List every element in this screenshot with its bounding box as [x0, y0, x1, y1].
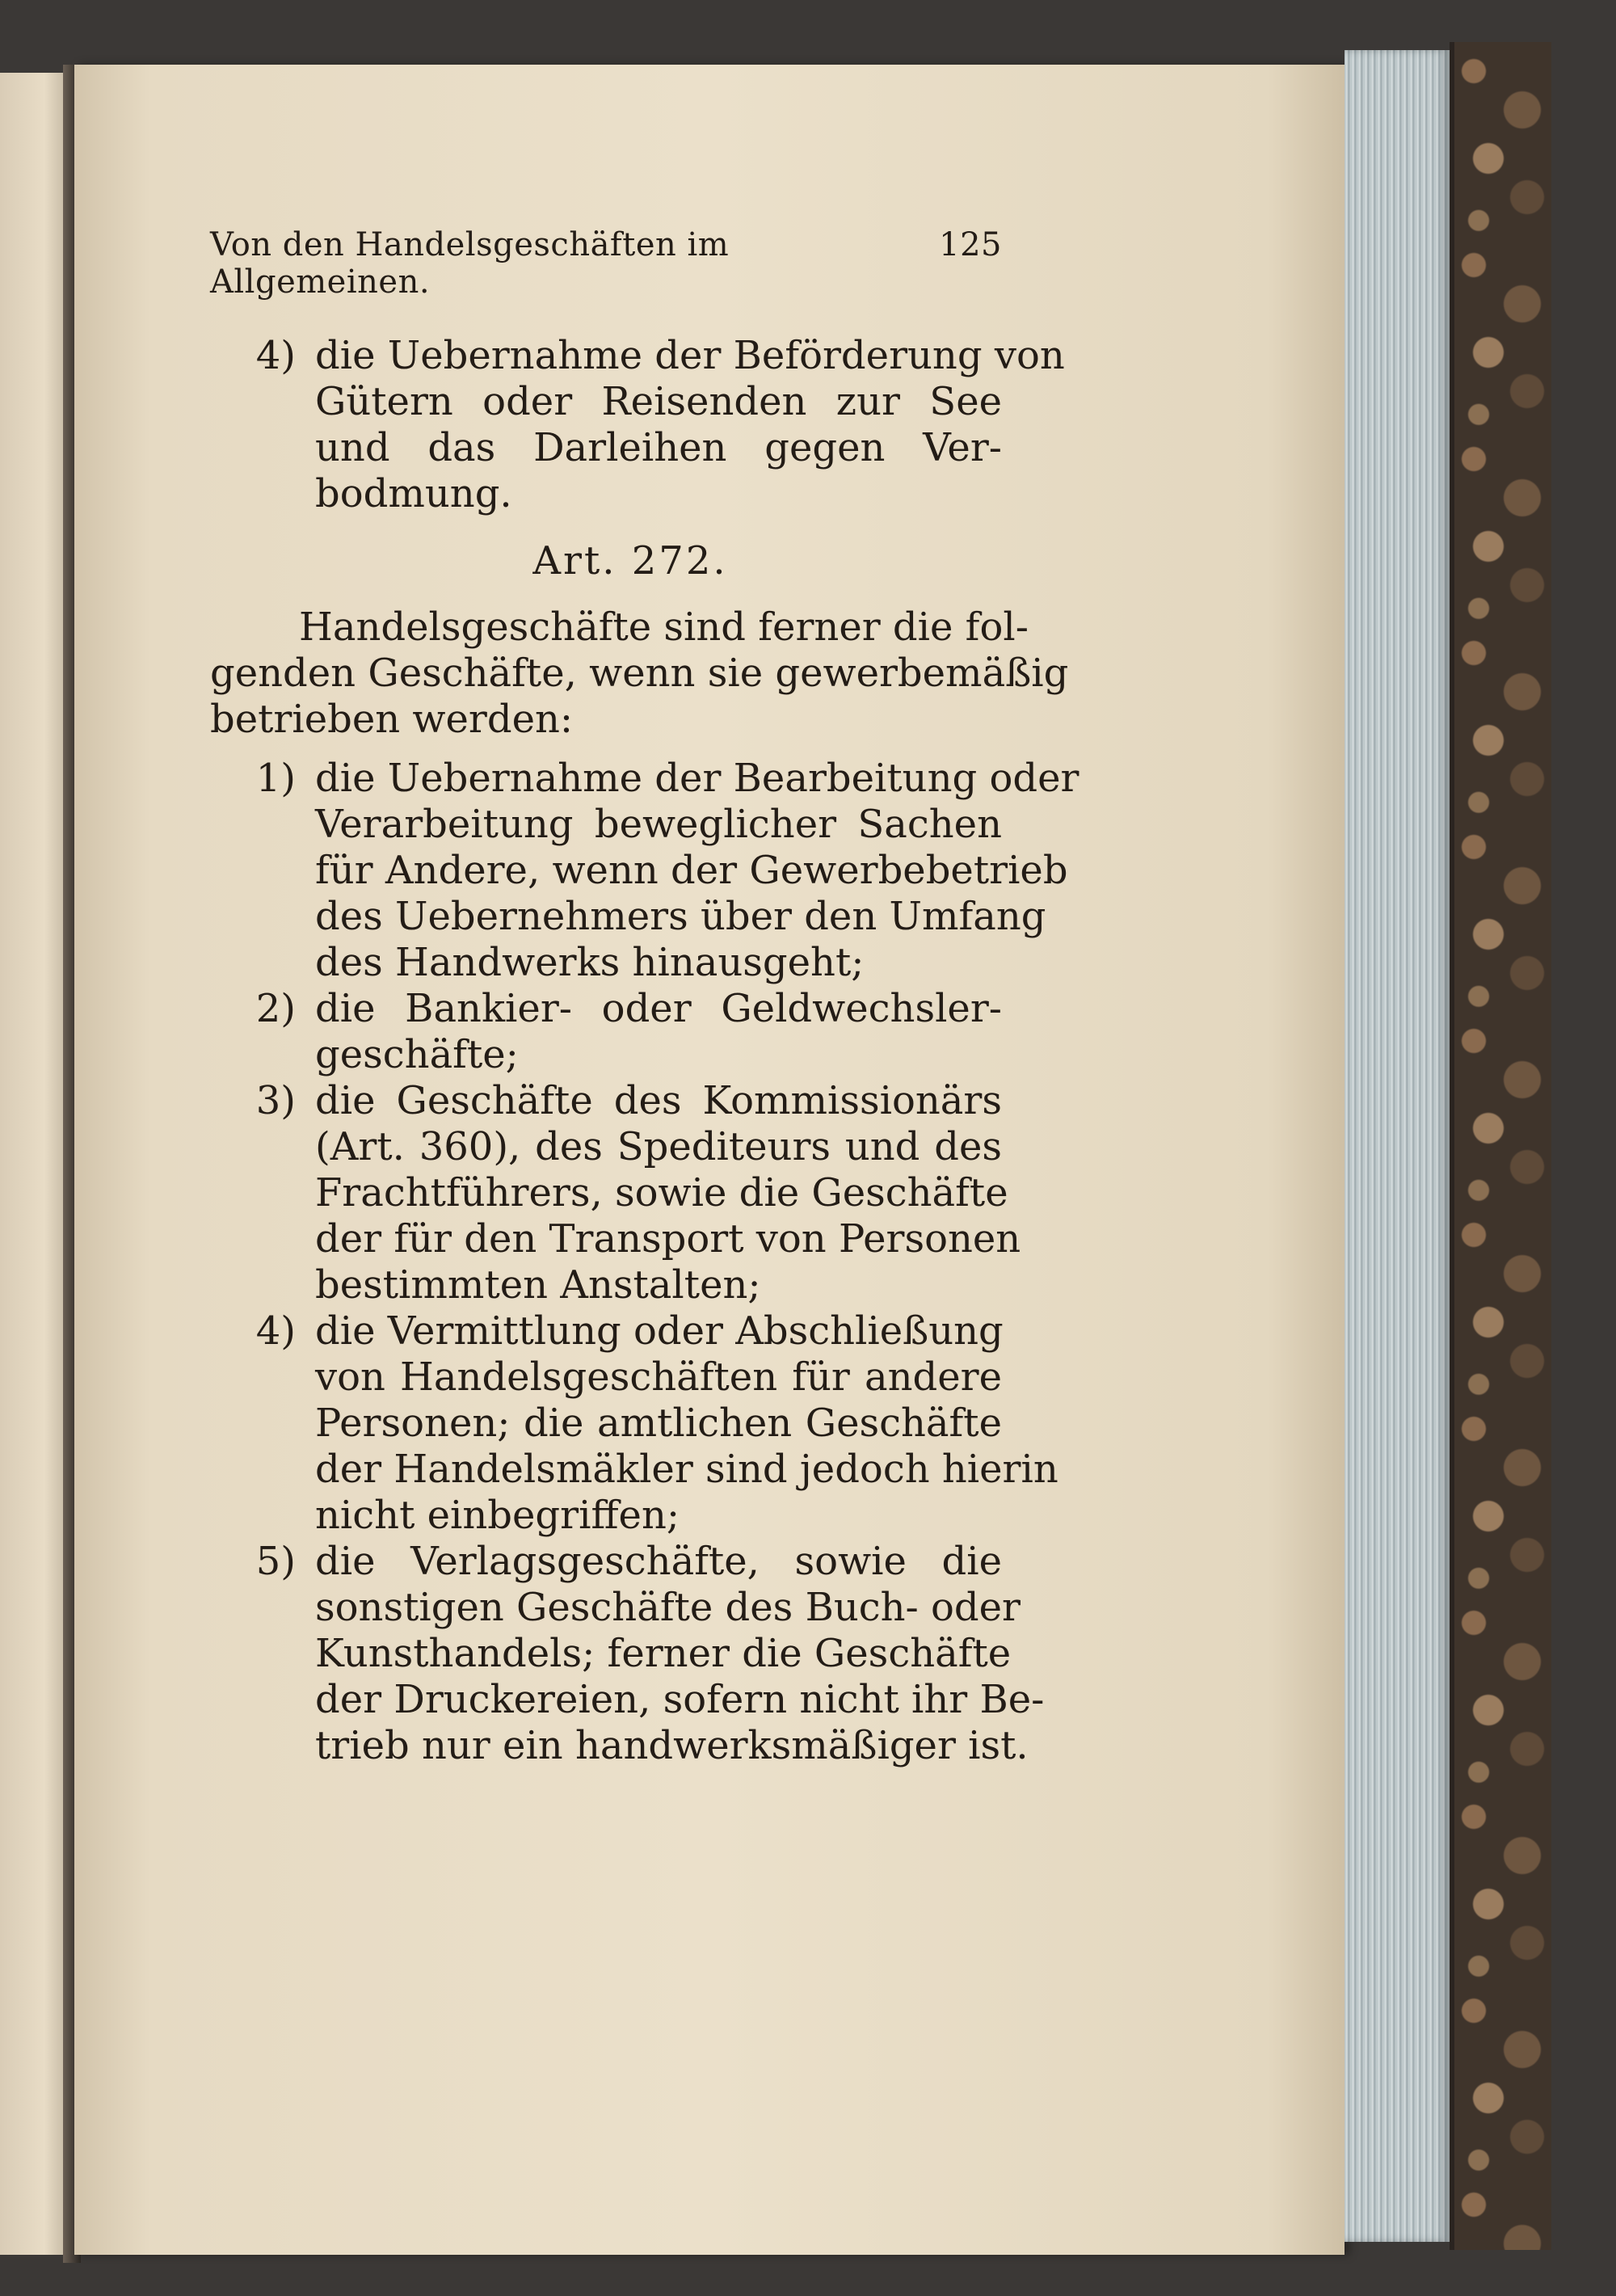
list-item-number: 2)	[255, 986, 296, 1031]
text-line: bestimmten Anstalten;	[315, 1262, 761, 1308]
text-line: Handelsgeschäfte sind ferner die fol-	[299, 605, 1029, 650]
text-line: trieb nur ein handwerksmäßiger ist.	[315, 1723, 1029, 1768]
text-line: betrieben werden:	[210, 697, 574, 742]
article-intro	[210, 605, 1069, 743]
list-item-number: 1)	[255, 756, 296, 801]
list-item-number: 4)	[255, 1308, 296, 1354]
list-item	[210, 756, 1079, 986]
list-item	[210, 1078, 1021, 1308]
list-item	[210, 1308, 1058, 1539]
text-line: Kunsthandels; ferner die Geschäfte	[315, 1631, 1012, 1676]
text-line: bodmung.	[315, 471, 512, 516]
page-number: 125	[939, 226, 1002, 263]
list-item-number: 3)	[255, 1078, 296, 1123]
page-text	[210, 226, 1079, 1769]
text-line: der für den Transport von Personen	[315, 1216, 1021, 1262]
article-heading: Art. 272.	[532, 538, 728, 583]
list-item	[210, 986, 1002, 1078]
text-line: die Vermittlung oder Abschließung	[315, 1308, 1004, 1354]
list-item-number: 4)	[255, 333, 296, 378]
text-line: für Andere, wenn der Gewerbebetrieb	[315, 848, 1068, 893]
page-block-edges	[1345, 50, 1450, 2242]
list-item-number: 5)	[255, 1539, 296, 1584]
text-line: nicht einbegriffen;	[315, 1493, 680, 1538]
text-line: des Uebernehmers über den Umfang	[315, 894, 1046, 939]
text-line: Gütern oder Reisenden zur See	[315, 379, 1002, 424]
text-line: und das Darleihen gegen Ver-	[315, 425, 1002, 470]
text-line: die Uebernahme der Bearbeitung oder	[315, 756, 1079, 801]
list-continuation	[210, 333, 1065, 517]
text-line: sonstigen Geschäfte des Buch- oder	[315, 1585, 1021, 1630]
list-item	[210, 1539, 1045, 1769]
text-line: die Verlagsgeschäfte, sowie die	[315, 1539, 1002, 1584]
article-list	[210, 756, 1079, 1769]
text-line: geschäfte;	[315, 1032, 519, 1077]
text-line: genden Geschäfte, wenn sie gewerbemäßig	[210, 651, 1069, 696]
running-head-title: Von den Handelsgeschäften im Allgemeinen.	[210, 226, 730, 301]
text-line: die Uebernahme der Beförderung von	[315, 333, 1065, 378]
text-line: die Bankier- oder Geldwechsler-	[315, 986, 1002, 1031]
text-line: der Druckereien, sofern nicht ihr Be-	[315, 1677, 1045, 1722]
running-head	[210, 226, 1002, 301]
text-line: Personen; die amtlichen Geschäfte	[315, 1401, 1002, 1446]
text-line: Verarbeitung beweglicher Sachen	[315, 802, 1002, 847]
text-line: die Geschäfte des Kommissionärs	[315, 1078, 1002, 1123]
text-line: Frachtführers, sowie die Geschäfte	[315, 1170, 1008, 1215]
text-line: der Handelsmäkler sind jedoch hierin	[315, 1447, 1058, 1492]
text-line: von Handelsgeschäften für andere	[315, 1354, 1002, 1400]
text-line: (Art. 360), des Spediteurs und des	[315, 1124, 1002, 1169]
text-line: des Handwerks hinausgeht;	[315, 940, 865, 985]
marbled-cover	[1450, 42, 1551, 2250]
list-item	[210, 333, 1065, 517]
